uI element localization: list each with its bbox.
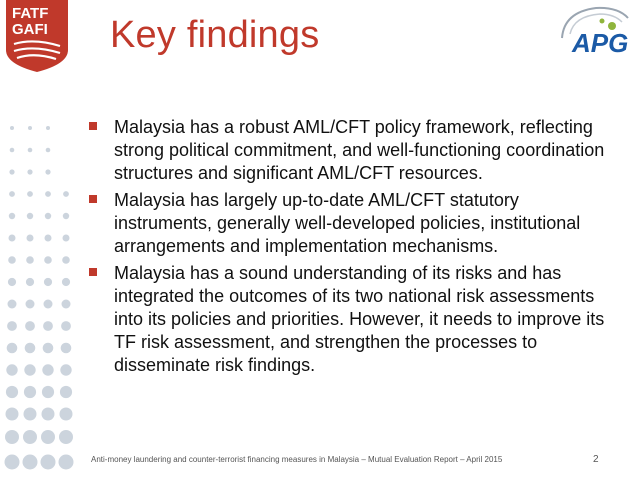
bullet-text: Malaysia has a robust AML/CFT policy framework, reflecting strong political commitment, and well-functioning coordination structures and significant AML/CFT resources.: [114, 117, 605, 183]
slide-title: Key findings: [110, 14, 320, 56]
apg-logo: [552, 4, 634, 60]
slide-footer: Anti-money laundering and counter-terrorist financing measures in Malaysia – Mutual Evaluation Report – April 2015: [91, 455, 503, 464]
bullet-item: [87, 262, 607, 377]
bullet-list: [87, 116, 607, 381]
fatf-gafi-logo: [6, 0, 68, 72]
bullet-item: [87, 189, 607, 258]
square-bullet-icon: [89, 122, 97, 130]
bullet-text: Malaysia has largely up-to-date AML/CFT statutory instruments, generally well-developed policies, institutional arrangements and implementation mechanisms.: [114, 190, 581, 256]
fatf-logo-text: FATF: [12, 5, 49, 22]
page-number: 2: [593, 454, 599, 465]
apg-logo-text: APG: [572, 28, 629, 58]
square-bullet-icon: [89, 268, 97, 276]
bullet-item: [87, 116, 607, 185]
bullet-text: Malaysia has a sound understanding of its risks and has integrated the outcomes of its two national risk assessments into its policies and priorities. However, it needs to improve its TF risk assessment, and strengthen the processes to disseminate risk findings.: [114, 263, 605, 375]
gafi-logo-text: GAFI: [12, 21, 48, 38]
square-bullet-icon: [89, 195, 97, 203]
